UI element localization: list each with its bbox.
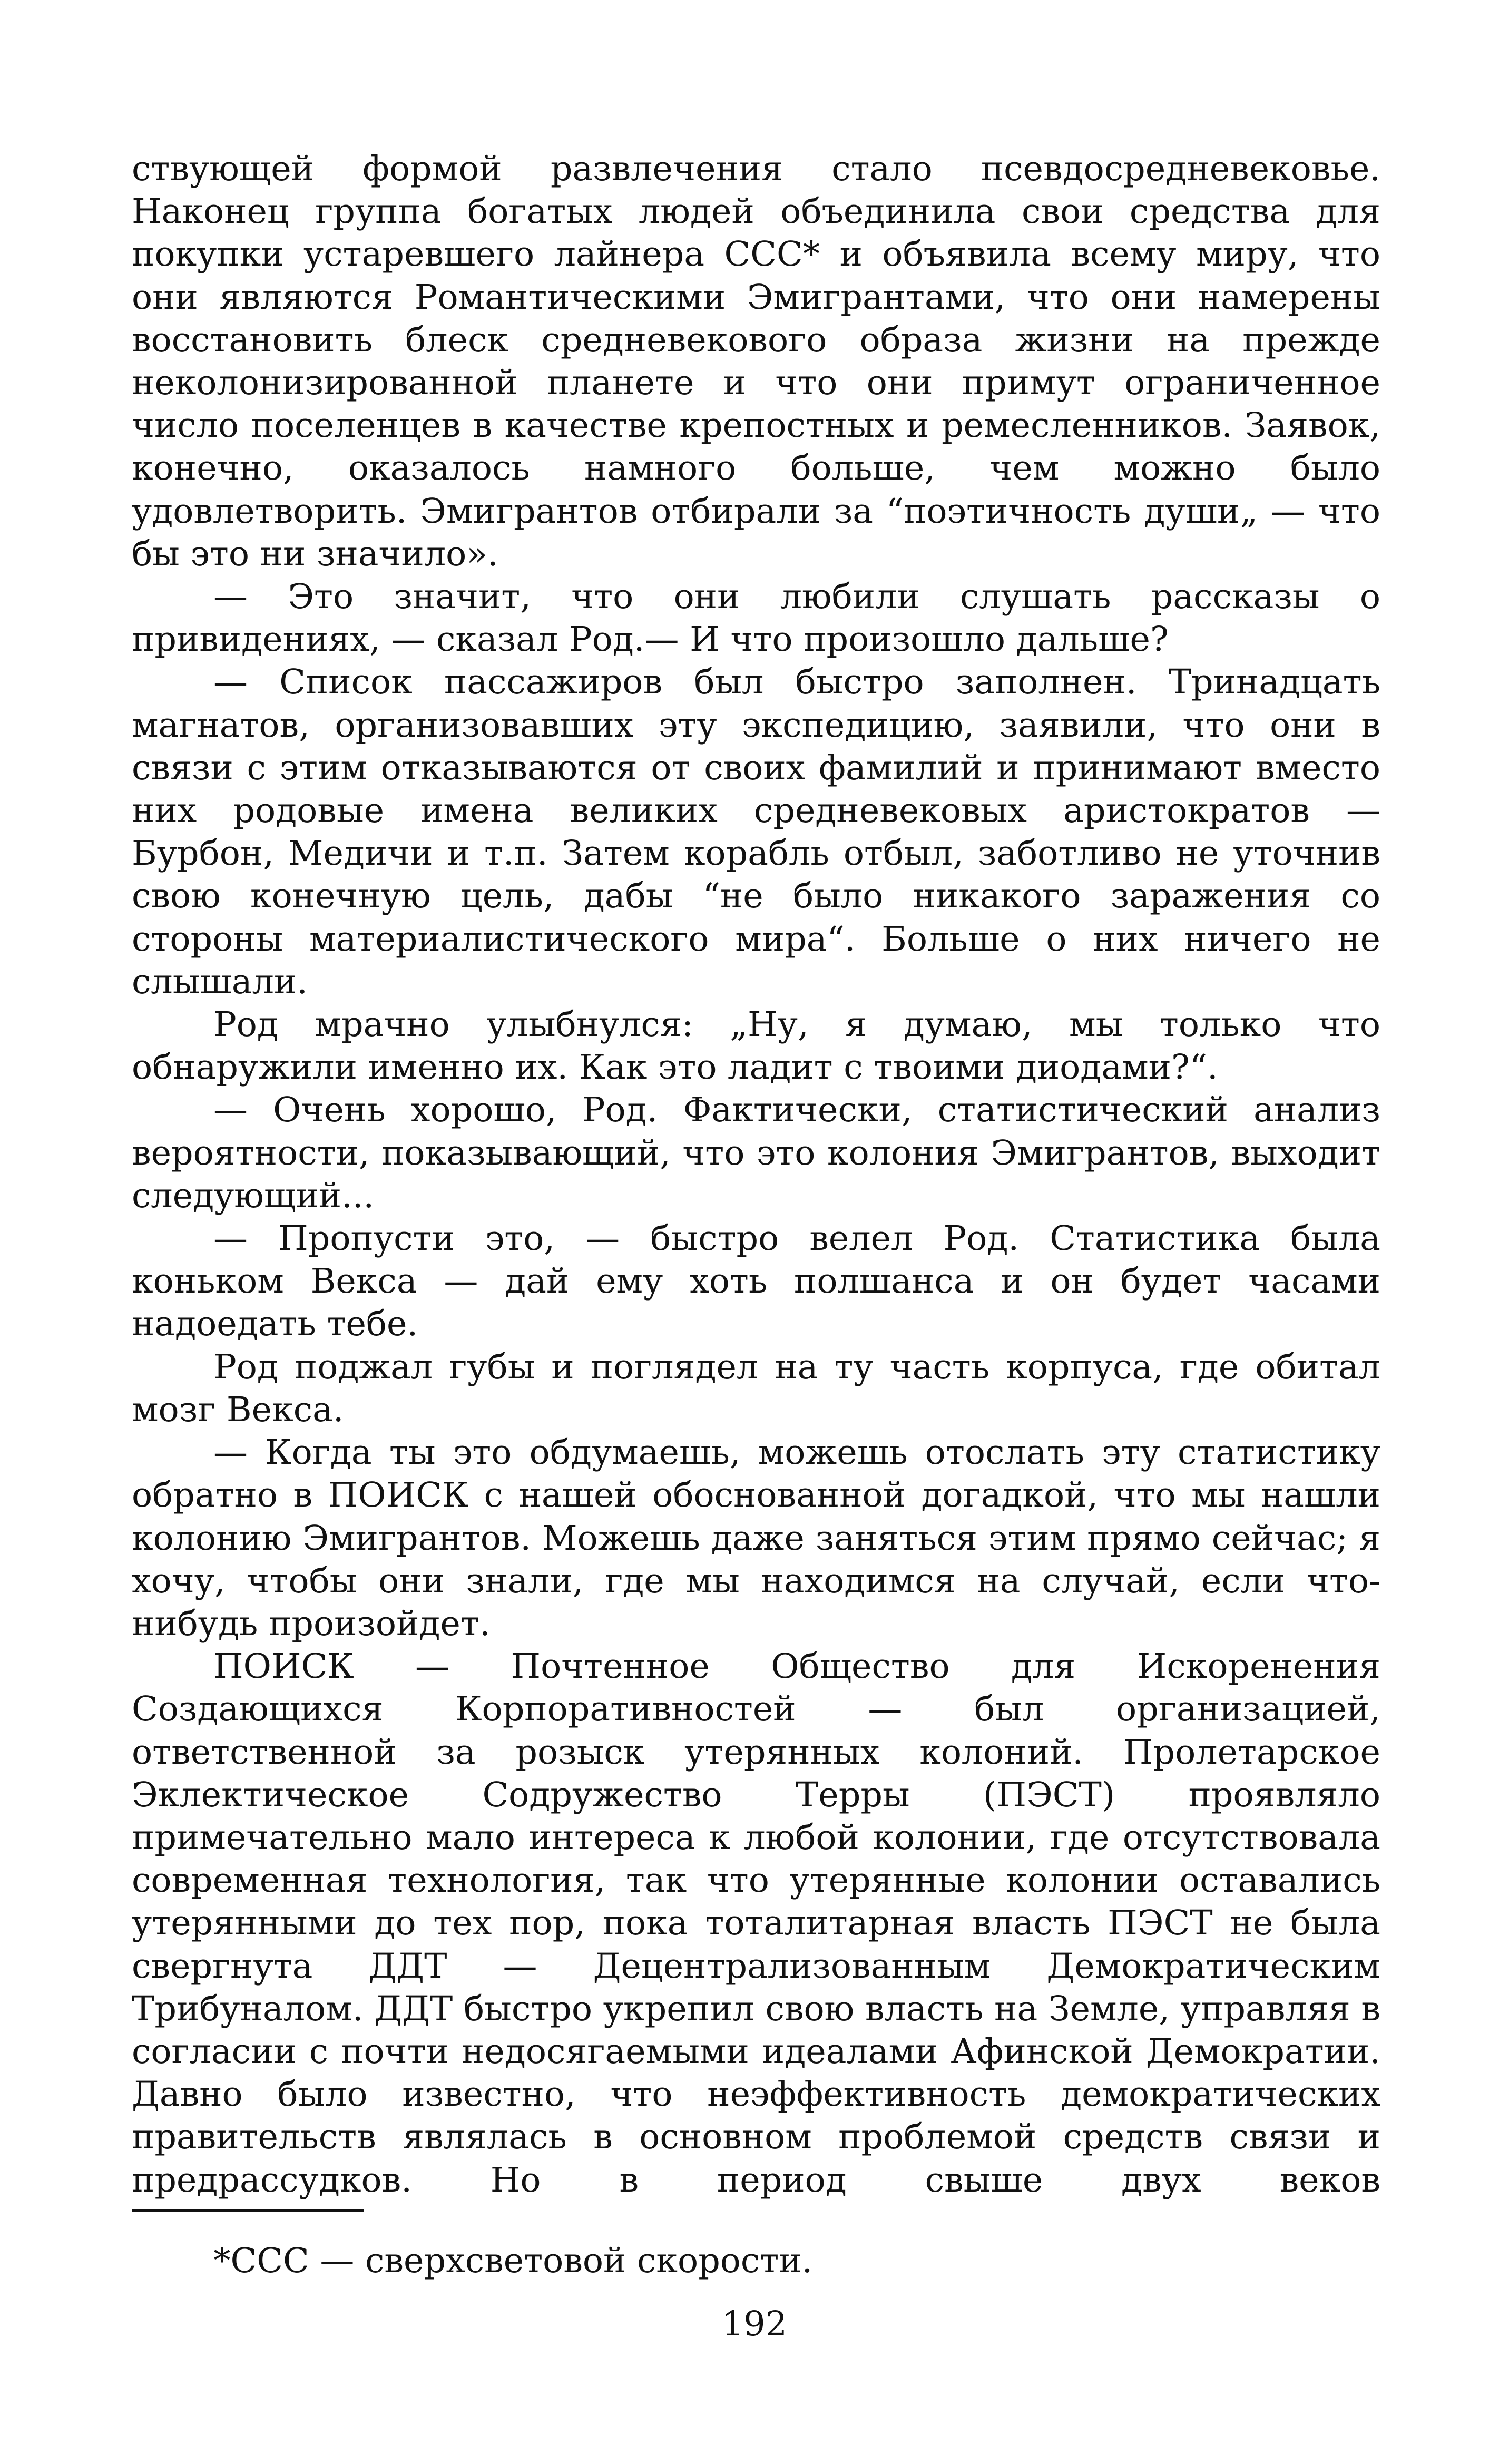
paragraph-1: ствующей формой развлечения стало псевдосредневековье. Наконец группа богатых людей объединила свои средства для покупки устаревшего лайнера ССС* и объявила всему миру, что они являются Романтическими Эмигрантами, что они намерены восстановить блеск средневекового образа жизни на прежде неколонизированной планете и что они примут ограниченное число поселенцев в качестве крепостных и ремесленников. Заявок, конечно, оказалось намного больше, чем можно было удовлетворить. Эмигрантов отбирали за “поэтичность души„ — что бы это ни значило». bbox=[132, 149, 1380, 574]
paragraph-5: — Очень хорошо, Род. Фактически, статистический анализ вероятности, показывающий, что это колония Эмигрантов, выходит следующий... bbox=[132, 1090, 1380, 1216]
paragraph-7: Род поджал губы и поглядел на ту часть корпуса, где обитал мозг Векса. bbox=[132, 1347, 1380, 1430]
paragraph-9: ПОИСК — Почтенное Общество для Искоренения Создающихся Корпоративностей — был организацией, ответственной за розыск утерянных колоний. Пролетарское Эклектическое Содружество Терры (ПЭСТ) проявляло примечательно мало интереса к любой колонии, где отсутствовала современная технология, так что утерянные колонии оставались утерянными до тех пор, пока тоталитарная власть ПЭСТ не была свергнута ДДТ — Децентрализованным Демократическим Трибуналом. ДДТ быстро укрепил свою власть на Земле, управляя в согласии с почти недосягаемыми идеалами Афинской Демократии. Давно было известно, что неэффективность демократических правительств являлась в основном проблемой средств связи и предрассудков. Но в период свыше двух веков bbox=[132, 1647, 1380, 2200]
paragraph-6: — Пропусти это, — быстро велел Род. Статистика была коньком Векса — дай ему хоть полшанса и он будет часами надоедать тебе. bbox=[132, 1219, 1380, 1344]
paragraph-4: Род мрачно улыбнулся: „Ну, я думаю, мы только что обнаружили именно их. Как это ладит с твоими диодами?“. bbox=[132, 1005, 1380, 1088]
footnote: *ССС — сверхсветовой скорости. bbox=[213, 2241, 813, 2281]
paragraph-2: — Это значит, что они любили слушать рассказы о привидениях, — сказал Род.— И что произошло дальше? bbox=[132, 577, 1380, 660]
paragraph-3: — Список пассажиров был быстро заполнен. Тринадцать магнатов, организовавших эту экспедицию, заявили, что они в связи с этим отказываются от своих фамилий и принимают вместо них родовые имена великих средневековых аристократов — Бурбон, Медичи и т.п. Затем корабль отбыл, заботливо не уточнив свою конечную цель, дабы “не было никакого заражения со стороны материалистического мира“. Больше о них ничего не слышали. bbox=[132, 662, 1380, 1002]
page-number: 192 bbox=[721, 2304, 788, 2344]
footnote-divider bbox=[132, 2209, 364, 2212]
paragraph-8: — Когда ты это обдумаешь, можешь отослать эту статистику обратно в ПОИСК с нашей обоснованной догадкой, что мы нашли колонию Эмигрантов. Можешь даже заняться этим прямо сейчас; я хочу, чтобы они знали, где мы находимся на случай, если что-нибудь произойдет. bbox=[132, 1433, 1380, 1644]
page-body bbox=[132, 148, 1380, 2202]
